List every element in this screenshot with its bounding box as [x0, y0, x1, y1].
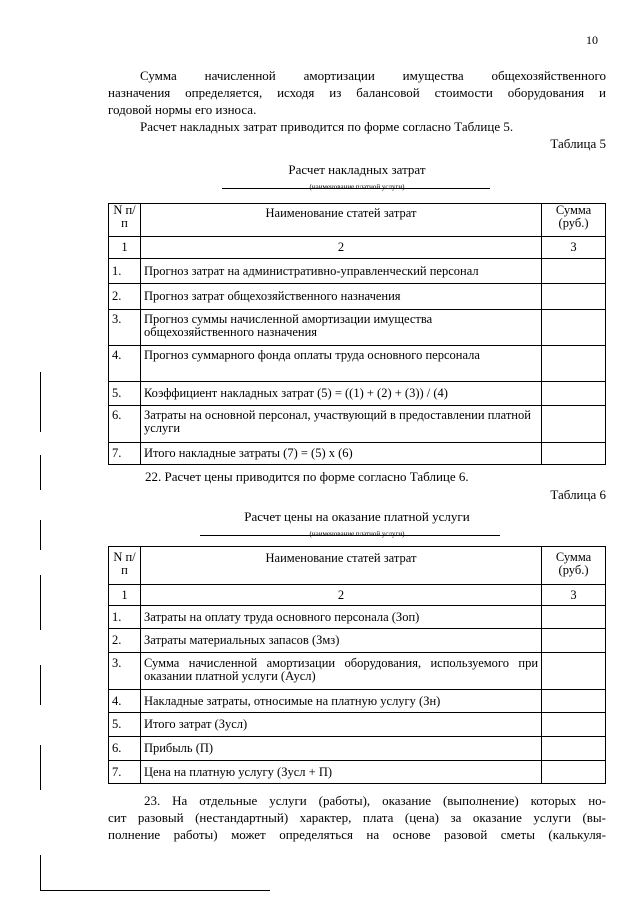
table6 [108, 546, 606, 784]
table6-row6-sum [542, 737, 606, 761]
table6-subtitle: (наименование платной услуги) [309, 530, 405, 538]
table6-header-row [109, 547, 606, 585]
table6-row3-text: Сумма начисленной амортизации оборудования, используемого при оказании платной услуги (Аусл) [140, 653, 541, 690]
table6-row1-text: Затраты на оплату труда основного персонала (Зоп) [140, 606, 541, 629]
paragraph-23 [108, 792, 606, 843]
page-number: 10 [586, 33, 598, 47]
table6-header-name: Наименование статей затрат [140, 547, 541, 585]
table5-row6-num: 6. [109, 406, 141, 443]
table6-header-num: N п/п [109, 547, 141, 585]
margin-line [40, 520, 41, 550]
table5-row1-num: 1. [109, 259, 141, 284]
table5-row2-sum [542, 284, 606, 310]
table6-row6-num: 6. [109, 737, 141, 761]
margin-line [40, 665, 41, 705]
table6-row2-num: 2. [109, 629, 141, 653]
margin-line [40, 372, 41, 432]
table6-row4-num: 4. [109, 690, 141, 713]
table6-label: Таблица 6 [550, 487, 606, 502]
margin-line [40, 855, 41, 891]
table6-colnum-3: 3 [542, 585, 606, 606]
margin-line [40, 745, 41, 790]
table5-colnum-row [109, 237, 606, 259]
intro-line-1: Сумма начисленной амортизации имущества общехозяйственного [140, 68, 606, 83]
table6-colnum-1: 1 [109, 585, 141, 606]
table6-row7-sum [542, 761, 606, 784]
table-row [109, 346, 606, 382]
margin-line [40, 575, 41, 630]
table5-row1-sum [542, 259, 606, 284]
table5-title: Расчет накладных затрат [288, 162, 426, 177]
margin-line [40, 455, 41, 490]
table5-label: Таблица 5 [550, 136, 606, 151]
intro-line-3: годовой нормы его износа. [108, 102, 257, 117]
table-row [109, 761, 606, 784]
intro-paragraph [108, 67, 606, 135]
table6-row1-sum [542, 606, 606, 629]
para23-line-3: полнение работы) может определяться на основе разовой сметы (калькуля- [108, 827, 606, 842]
table6-row6-text: Прибыль (П) [140, 737, 541, 761]
table5-row2-num: 2. [109, 284, 141, 310]
table6-row5-sum [542, 713, 606, 737]
table-row [109, 653, 606, 690]
table5-header-sum: Сумма (руб.) [542, 204, 606, 237]
table6-row5-text: Итого затрат (Зусл) [140, 713, 541, 737]
table5-row5-sum [542, 382, 606, 406]
table6-row2-text: Затраты материальных запасов (Змз) [140, 629, 541, 653]
table5-row7-sum [542, 443, 606, 465]
table5-row4-num: 4. [109, 346, 141, 382]
intro-line-2: назначения определяется, исходя из балансовой стоимости оборудования и [108, 85, 606, 100]
table-row [109, 259, 606, 284]
table6-colnum-row [109, 585, 606, 606]
table6-row7-text: Цена на платную услугу (Зусл + П) [140, 761, 541, 784]
table-row [109, 382, 606, 406]
table-row [109, 406, 606, 443]
table5-row3-text: Прогноз суммы начисленной амортизации имущества общехозяйственного назначения [140, 310, 541, 346]
para23-line-1: 23. На отдельные услуги (работы), оказание (выполнение) которых но- [144, 793, 606, 808]
footnote-rule [40, 890, 270, 891]
table6-row5-num: 5. [109, 713, 141, 737]
table5-row7-num: 7. [109, 443, 141, 465]
table5-header-row [109, 204, 606, 237]
table6-row4-sum [542, 690, 606, 713]
table-row [109, 737, 606, 761]
table6-row2-sum [542, 629, 606, 653]
table-row [109, 690, 606, 713]
table5-row5-num: 5. [109, 382, 141, 406]
table5-row6-text: Затраты на основной персонал, участвующий в предоставлении платной услуги [140, 406, 541, 443]
intro-line-4: Расчет накладных затрат приводится по форме согласно Таблице 5. [140, 119, 514, 134]
table5-row4-sum [542, 346, 606, 382]
table6-row1-num: 1. [109, 606, 141, 629]
table-row [109, 606, 606, 629]
table5-row3-num: 3. [109, 310, 141, 346]
table5-row6-sum [542, 406, 606, 443]
table5-row1-text: Прогноз затрат на административно-управленческий персонал [140, 259, 541, 284]
table6-row7-num: 7. [109, 761, 141, 784]
table5 [108, 203, 606, 465]
table6-row4-text: Накладные затраты, относимые на платную услугу (Зн) [140, 690, 541, 713]
table5-row4-text: Прогноз суммарного фонда оплаты труда основного персонала [140, 346, 541, 382]
table5-row7-text: Итого накладные затраты (7) = (5) x (6) [140, 443, 541, 465]
table6-row3-sum [542, 653, 606, 690]
paragraph-22: 22. Расчет цены приводится по форме согласно Таблице 6. [145, 469, 469, 484]
table5-colnum-1: 1 [109, 237, 141, 259]
table6-colnum-2: 2 [140, 585, 541, 606]
table6-title: Расчет цены на оказание платной услуги [244, 509, 470, 524]
table5-row5-text: Коэффициент накладных затрат (5) = ((1) + (2) + (3)) / (4) [140, 382, 541, 406]
table6-header-sum: Сумма (руб.) [542, 547, 606, 585]
table-row [109, 713, 606, 737]
table5-header-name: Наименование статей затрат [140, 204, 541, 237]
table5-subtitle: (наименование платной услуги) [309, 183, 405, 191]
table5-colnum-3: 3 [542, 237, 606, 259]
table-row [109, 284, 606, 310]
table5-row2-text: Прогноз затрат общехозяйственного назначения [140, 284, 541, 310]
table6-row3-num: 3. [109, 653, 141, 690]
table-row [109, 629, 606, 653]
table5-header-num: N п/п [109, 204, 141, 237]
para23-line-2: сит разовый (нестандартный) характер, плата (цена) за оказание услуги (вы- [108, 810, 606, 825]
table5-colnum-2: 2 [140, 237, 541, 259]
table-row [109, 310, 606, 346]
table5-row3-sum [542, 310, 606, 346]
table-row [109, 443, 606, 465]
